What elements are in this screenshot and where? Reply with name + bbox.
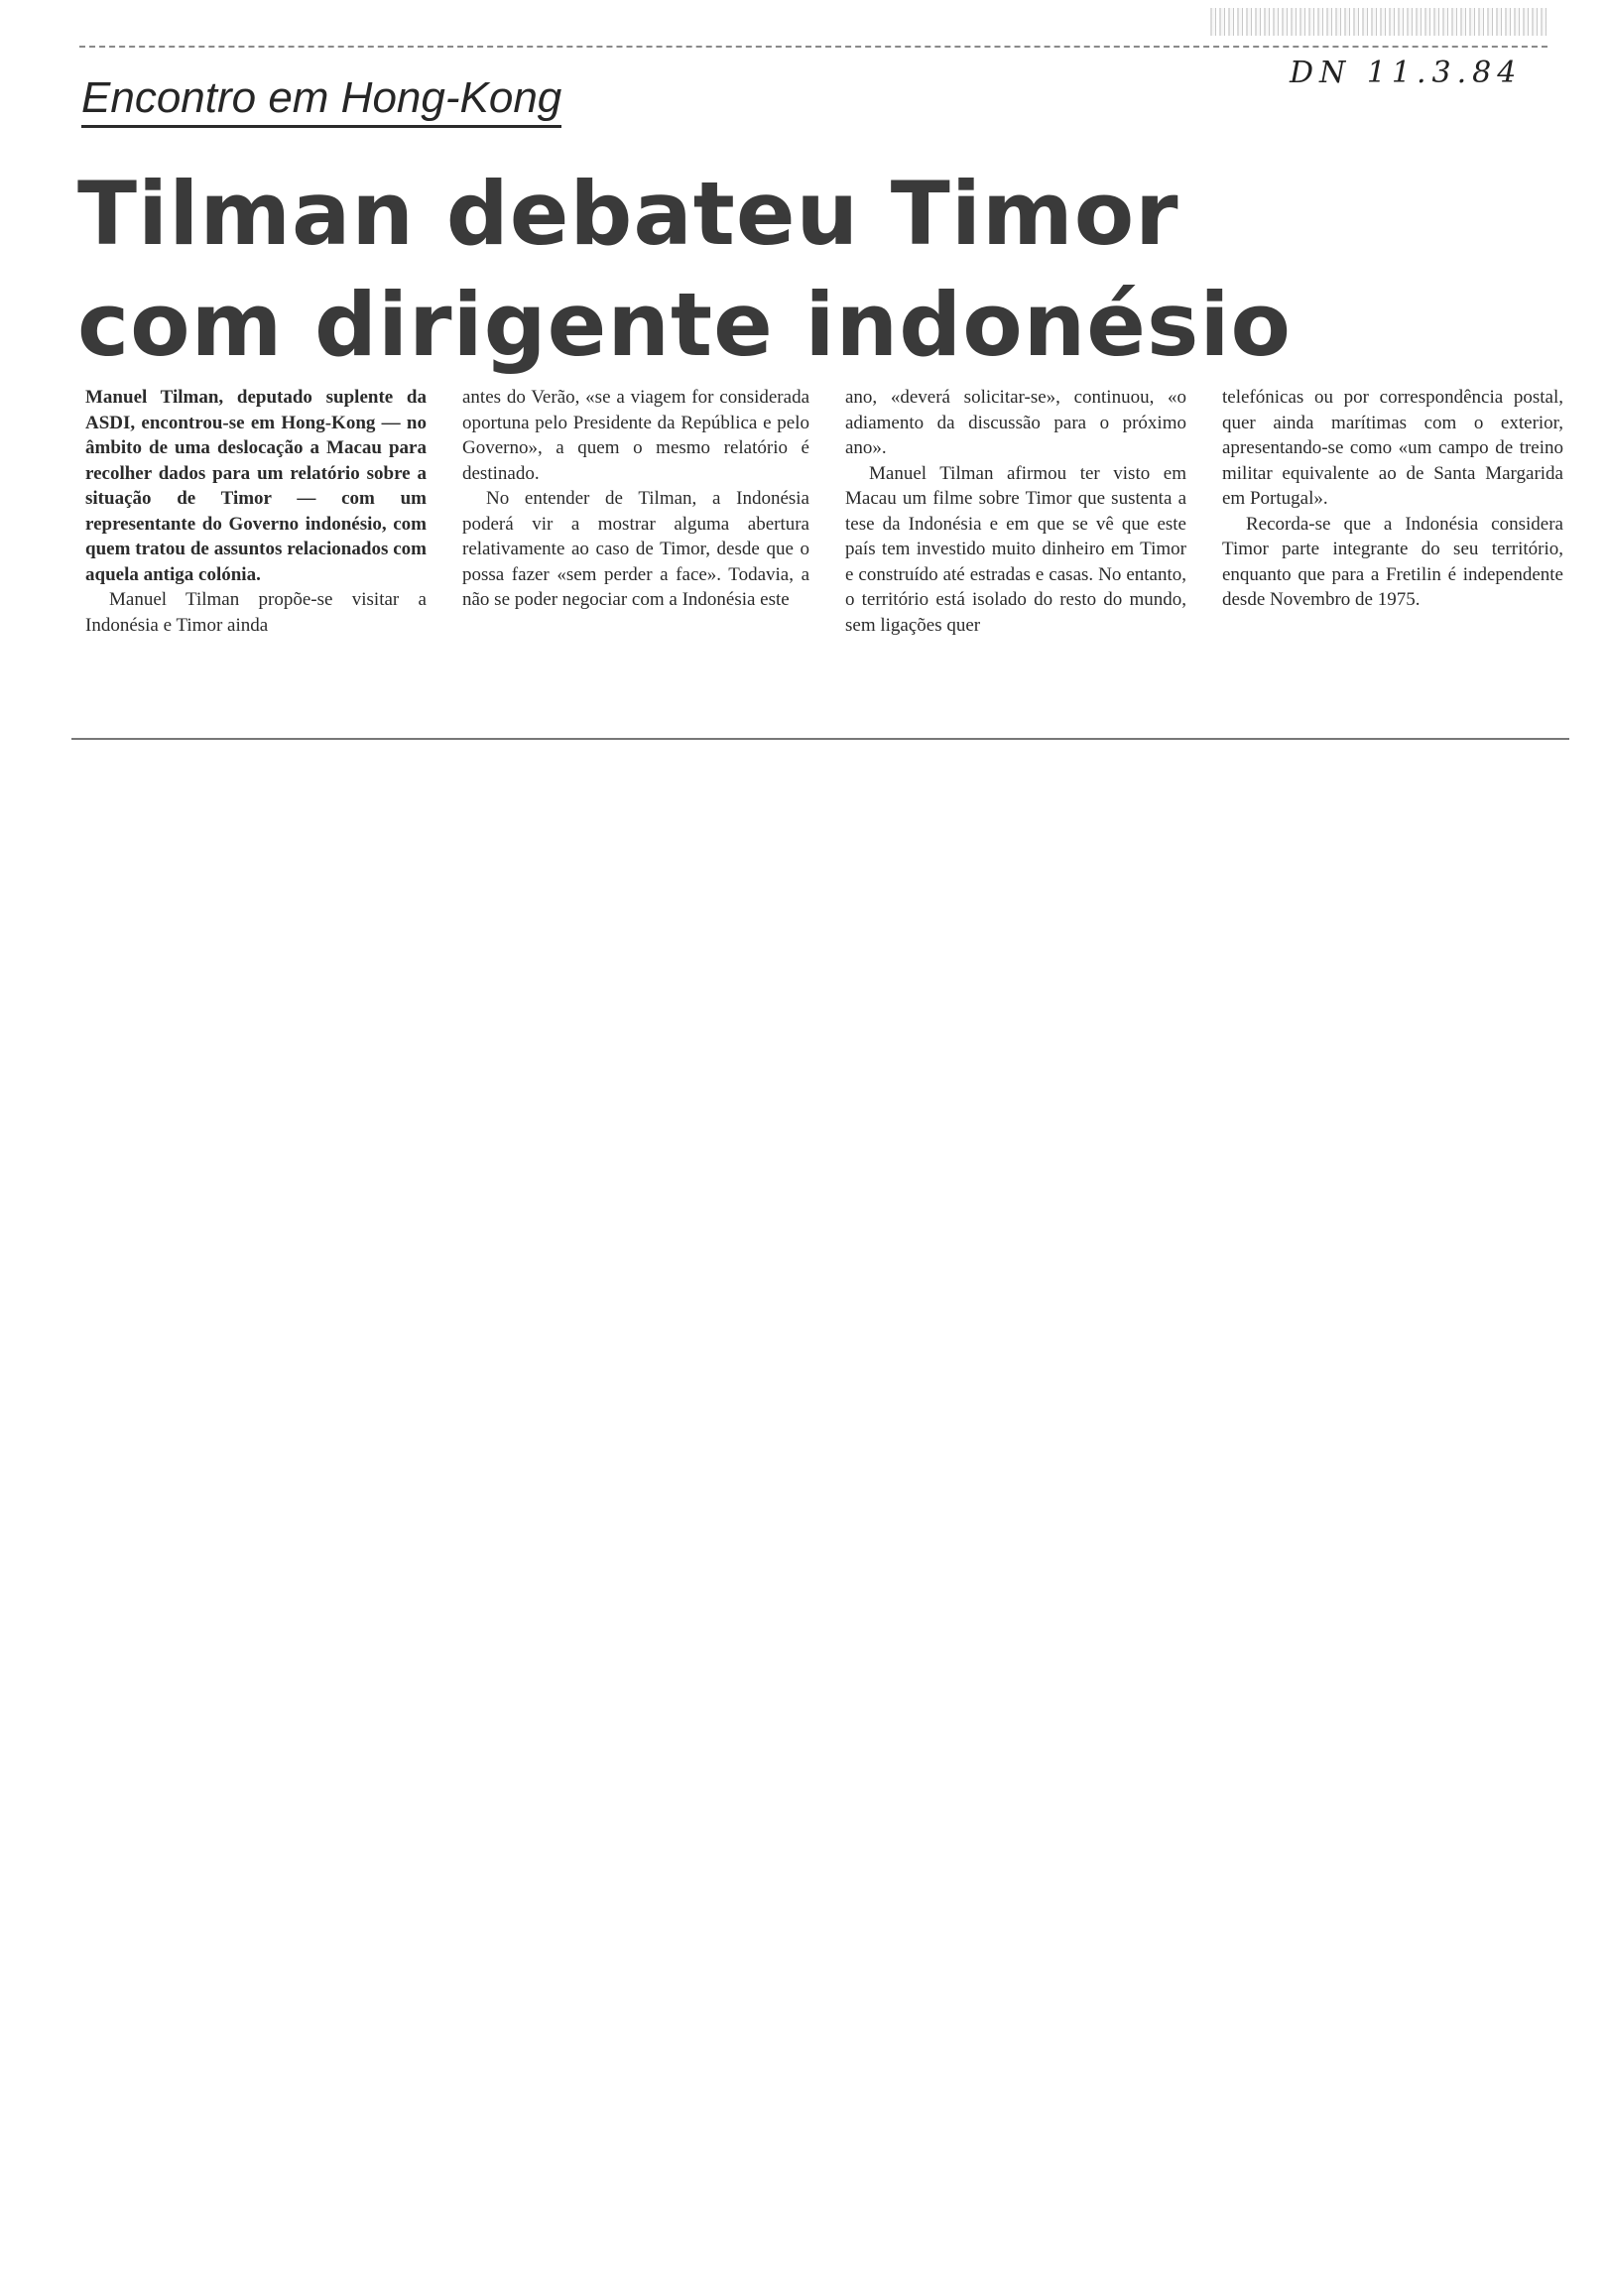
article-paragraph: ano, «deverá solicitar-se», continuou, «o adiamento da discussão para o próximo ano». xyxy=(845,387,1186,458)
article-paragraph: Manuel Tilman afirmou ter visto em Macau um filme sobre Timor que sustenta a tese da Indonésia e em que se vê que este país tem investido muito dinheiro em Timor e construído até estradas e casas. No entanto, o território está isolado do resto do mundo, sem ligações quer xyxy=(845,462,1186,636)
article-lead-paragraph: Manuel Tilman, deputado suplente da ASDI, encontrou-se em Hong-Kong — no âmbito de uma deslocação a Macau para recolher dados para um relatório sobre a situação de Timor — com um representante do Governo indonésio, com quem tratou de assuntos relacionados com aquela antiga colónia. xyxy=(85,387,427,585)
article-paragraph: Recorda-se que a Indonésia considera Timor parte integrante do seu território, enquanto que para a Fretilin é independente desde Novembro de 1975. xyxy=(1222,513,1563,610)
article-paragraph: telefónicas ou por correspondência postal, quer ainda marítimas com o exterior, apresentando-se como «um campo de treino militar equivalente ao de Santa Margarida em Portugal». xyxy=(1222,387,1563,509)
article-column-1 xyxy=(85,385,427,638)
article-paragraph: antes do Verão, «se a viagem for considerada oportuna pelo Presidente da República e pelo Governo», a quem o mesmo relatório é destinado. xyxy=(462,387,809,484)
article-column-2 xyxy=(462,385,809,613)
article-column-3 xyxy=(845,385,1186,638)
article-paragraph: No entender de Tilman, a Indonésia poderá vir a mostrar alguma abertura relativamente ao caso de Timor, desde que o possa fazer «sem perder a face». Todavia, a não se poder negociar com a Indonésia este xyxy=(462,488,809,610)
bottom-divider xyxy=(71,738,1569,740)
article-kicker: Encontro em Hong-Kong xyxy=(81,73,561,128)
handwritten-date-note: DN 11.3.84 xyxy=(1290,56,1523,90)
headline-line-1: Tilman debateu Timor xyxy=(77,163,1179,265)
scan-artifact xyxy=(1210,8,1547,36)
headline-line-2: com dirigente indonésio xyxy=(77,274,1292,376)
article-column-4 xyxy=(1222,385,1563,613)
article-paragraph: Manuel Tilman propõe-se visitar a Indonésia e Timor ainda xyxy=(85,589,427,636)
article-headline xyxy=(77,159,1292,381)
top-divider xyxy=(79,46,1547,48)
